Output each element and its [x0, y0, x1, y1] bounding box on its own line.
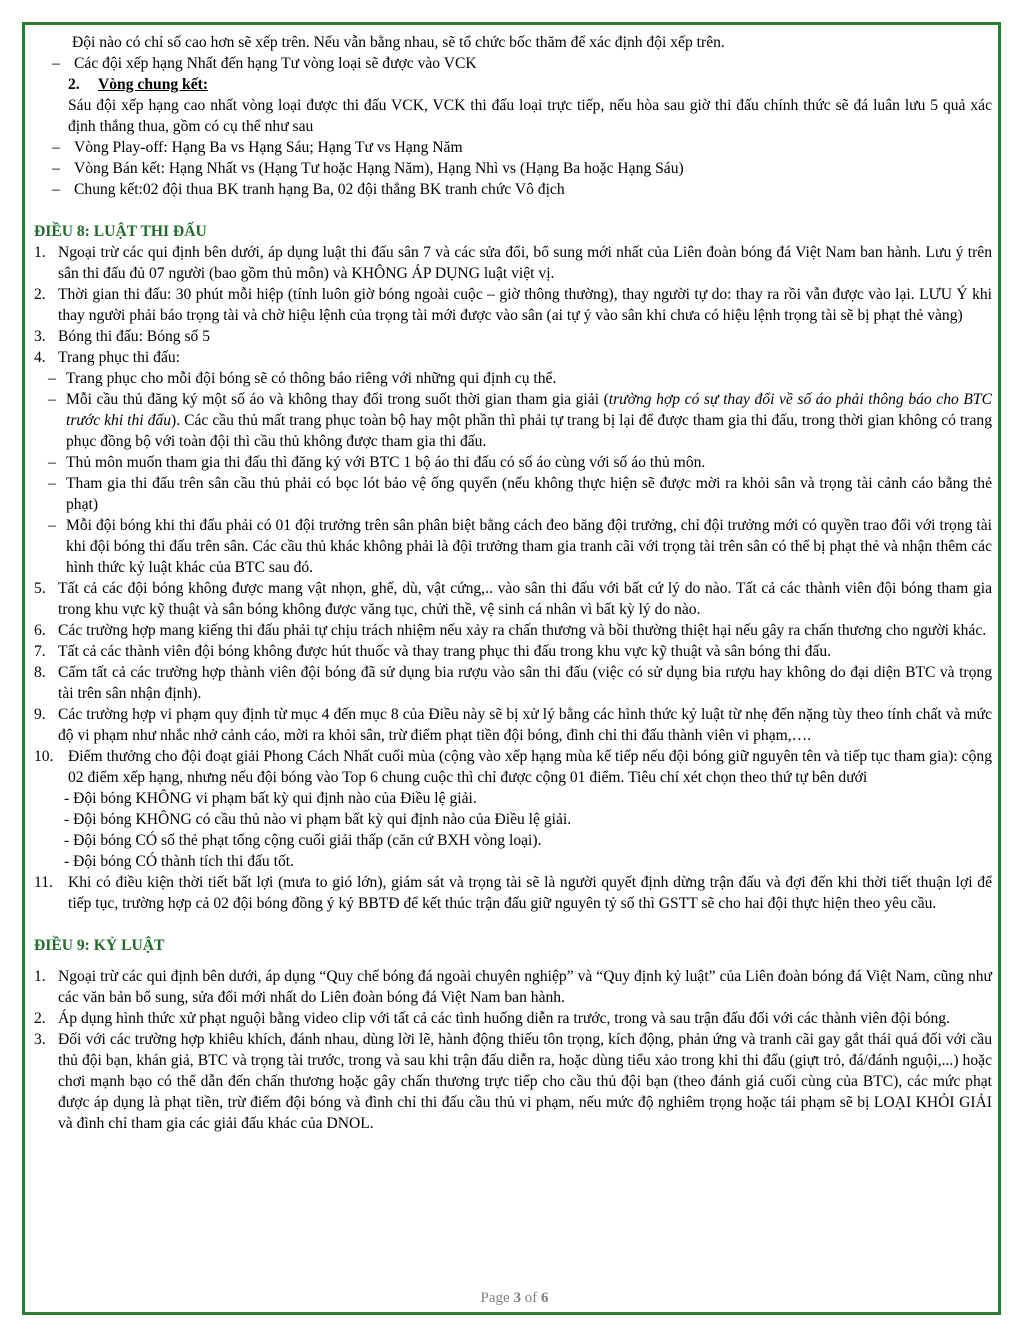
item-text: Các trường hợp mang kiếng thi đấu phải tự chịu trách nhiệm nếu xảy ra chấn thương và bồi thường thiệt hại nếu gây ra chấn thương cho người khác.: [58, 622, 987, 639]
uniform-sub-item: – Thủ môn muốn tham gia thi đấu thì đăng ký với BTC 1 bộ áo thi đấu có số áo cùng với số áo thủ môn.: [34, 452, 992, 473]
item-text: Các trường hợp vi phạm quy định từ mục 4 đến mục 8 của Điều này sẽ bị xử lý bằng các hình thức kỷ luật từ nhẹ đến nặng tùy theo tính chất và mức độ vi phạm như nhắc nhở cảnh cáo, mời ra khỏi sân, trừ điểm phạt tiền đội bóng, đình chỉ thi đấu thành viên vi phạm,….: [58, 706, 992, 744]
tiebreak-line: Đội nào có chỉ số cao hơn sẽ xếp trên. Nếu vẫn bằng nhau, sẽ tổ chức bốc thăm để xác định đội xếp trên.: [72, 34, 725, 51]
item-text: Ngoại trừ các qui định bên dưới, áp dụng luật thi đấu sân 7 và các sửa đổi, bổ sung mới nhất của Liên đoàn bóng đá Việt Nam ban hành. Lưu ý trên sân thi đấu đủ 07 người (bao gồm thủ môn) và KHÔNG ÁP DỤNG luật việt vị.: [58, 244, 992, 282]
item-text: Tất cả các thành viên đội bóng không được hút thuốc và thay trang phục thi đấu trong khu vực kỹ thuật và sân bóng thi đấu.: [58, 643, 832, 660]
final-round-title: Vòng chung kết:: [98, 76, 209, 93]
item-text: Bóng thi đấu: Bóng số 5: [58, 328, 211, 345]
item-text: Điểm thưởng cho đội đoạt giải Phong Cách Nhất cuối mùa (cộng vào xếp hạng mùa kế tiếp nếu đội bóng giữ nguyên tên và tiếp tục tham gia): cộng 02 điểm xếp hạng, nhưng nếu đội bóng vào Top 6 chung cuộc thì chỉ được cộng 01 điểm. Tiêu chí xét chọn theo thứ tự bên dưới: [68, 748, 992, 786]
rule-item-2: [34, 284, 992, 326]
item-number: 2.: [34, 1010, 46, 1027]
item-number: 1.: [34, 968, 46, 985]
page-number: 3: [513, 1290, 521, 1306]
document-body: [34, 32, 992, 1134]
qualify-line: – Các đội xếp hạng Nhất đến hạng Tư vòng loại sẽ được vào VCK: [34, 53, 992, 74]
item-number: 8.: [34, 664, 46, 681]
uniform-sub-item: – Trang phục cho mỗi đội bóng sẽ có thông báo riêng với những qui định cụ thể.: [34, 368, 992, 389]
sub-text-italic: trường hợp có sự thay đổi về số áo phải thông báo cho BTC trước khi thi đấu: [66, 391, 992, 429]
item-number: 3.: [34, 328, 46, 345]
criteria-item: - Đội bóng KHÔNG có cầu thủ nào vi phạm bất kỳ qui định nào của Điều lệ giải.: [64, 811, 572, 828]
item-number: 10.: [34, 748, 54, 765]
final-round-number: 2.: [68, 76, 80, 93]
item-number: 9.: [34, 706, 46, 723]
round-item: – Vòng Play-off: Hạng Ba vs Hạng Sáu; Hạng Tư vs Hạng Năm: [34, 137, 992, 158]
rule-item-1: [34, 242, 992, 284]
criteria-item: - Đội bóng CÓ thành tích thi đấu tốt.: [64, 853, 294, 870]
item-text: Khi có điều kiện thời tiết bất lợi (mưa to gió lớn), giám sát và trọng tài sẽ là người quyết định dừng trận đấu và đợi đến khi thời tiết thuận lợi để tiếp tục, trường hợp cả 02 đội bóng đồng ý ký BBTĐ để kết thúc trận đấu giữ nguyên tỷ số thì GSTT sẽ cho hai đội thực hiện theo yêu cầu.: [68, 874, 992, 912]
item-number: 5.: [34, 580, 46, 597]
rule-item-11: [34, 872, 992, 914]
uniform-sub-item: – Mỗi đội bóng khi thi đấu phải có 01 đội trưởng trên sân phân biệt bằng cách đeo băng đội trưởng, chỉ đội trưởng mới có quyền trao đổi với trọng tài khi đội bóng thi đấu trên sân. Các cầu thủ khác không phải là đội trưởng tham gia tranh cãi với trọng tài trên sân có thể bị phạt thẻ và nhận thêm các hình thức kỷ luật khác của BTC sau đó.: [34, 515, 992, 578]
final-round-heading: [34, 74, 992, 95]
uniform-sub-item: [34, 389, 992, 452]
item-number: 6.: [34, 622, 46, 639]
rule-item-6: [34, 620, 992, 641]
rule-item-4: [34, 347, 992, 368]
item-text: Tất cả các đội bóng không được mang vật nhọn, ghế, dù, vật cứng,.. vào sân thi đấu với bất cứ lý do nào. Tất cả các thành viên đội bóng tham gia trong khu vực kỹ thuật và sân bóng không được văng tục, chửi thề, vệ sinh cá nhân vì bất kỳ lý do nào.: [58, 580, 992, 618]
sub-text: Mỗi cầu thủ đăng ký một số áo và không thay đổi trong suốt thời gian tham gia giải (: [66, 391, 609, 408]
final-round-paragraph: Sáu đội xếp hạng cao nhất vòng loại được thi đấu VCK, VCK thi đấu loại trực tiếp, nếu hòa sau giờ thi đấu chính thức sẽ đá luân lưu 5 quả xác định thắng thua, gồm có cụ thể như sau: [68, 97, 992, 135]
item-text: Trang phục thi đấu:: [58, 349, 181, 366]
criteria-item: - Đội bóng KHÔNG vi phạm bất kỳ qui định nào của Điều lệ giải.: [64, 790, 477, 807]
of-word: of: [524, 1290, 538, 1306]
rule-item-7: [34, 641, 992, 662]
rule-item-9: [34, 704, 992, 746]
page-footer: [0, 1290, 1029, 1307]
round-item: – Vòng Bán kết: Hạng Nhất vs (Hạng Tư hoặc Hạng Năm), Hạng Nhì vs (Hạng Ba hoặc Hạng Sáu): [34, 158, 992, 179]
article-8-heading: ĐIỀU 8: LUẬT THI ĐẤU: [34, 223, 207, 240]
item-text: Ngoại trừ các qui định bên dưới, áp dụng “Quy chế bóng đá ngoài chuyên nghiệp” và “Quy định kỷ luật” của Liên đoàn bóng đá Việt Nam, cũng như các văn bản bổ sung, sửa đổi mới nhất do Liên đoàn bóng đá Việt Nam ban hành.: [58, 968, 992, 1006]
discipline-item-3: [34, 1029, 992, 1134]
page-word: Page: [480, 1290, 510, 1306]
item-number: 7.: [34, 643, 46, 660]
rule-item-8: [34, 662, 992, 704]
rule-item-5: [34, 578, 992, 620]
rule-item-3: [34, 326, 992, 347]
article-9-heading: ĐIỀU 9: KỶ LUẬT: [34, 937, 165, 954]
page-total: 6: [540, 1290, 549, 1306]
item-text: Đối với các trường hợp khiêu khích, đánh nhau, dùng lời lẽ, hành động thiếu tôn trọng, kích động, phản ứng và tranh cãi gay gắt thái quá đối với cầu thủ đội bạn, khán giả, BTC và trọng tài trước, trong và sau khi trận đấu diễn ra, hoặc dùng tiểu xảo trong khi thi đấu (giựt trỏ, đá/đánh nguội,...) hoặc chơi mạnh bạo có thể dẫn đến chấn thương hoặc gây chấn thương trực tiếp cho cầu thủ đội bạn (theo đánh giá cuối cùng của BTC), các mức phạt được áp dụng là phạt tiền, trừ điểm đội bóng và đình chỉ thi đấu cầu thủ vi phạm, nếu mức độ nghiêm trọng hoặc tái phạm sẽ bị LOẠI KHỎI GIẢI và đình chỉ tham gia các giải đấu khác của DNOL.: [58, 1031, 992, 1132]
item-number: 4.: [34, 349, 46, 366]
discipline-item-2: [34, 1008, 992, 1029]
rule-item-10: [34, 746, 992, 788]
item-number: 3.: [34, 1031, 46, 1048]
uniform-sub-item: – Tham gia thi đấu trên sân cầu thủ phải có bọc lót bảo vệ ống quyển (nếu không thực hiện sẽ được mời ra khỏi sân và trọng tài cảnh cáo bằng thẻ phạt): [34, 473, 992, 515]
discipline-item-1: [34, 966, 992, 1008]
criteria-item: - Đội bóng CÓ số thẻ phạt tổng cộng cuối giải thấp (căn cứ BXH vòng loại).: [64, 832, 542, 849]
item-number: 1.: [34, 244, 46, 261]
item-text: Thời gian thi đấu: 30 phút mỗi hiệp (tính luôn giờ bóng ngoài cuộc – giờ thông thường), thay người tự do: thay ra rồi vẫn được vào lại. LƯU Ý khi thay người phải báo trọng tài và chờ hiệu lệnh của trọng tài mới được vào sân (ai tự ý vào sân khi chưa có hiệu lệnh trọng tài sẽ bị phạt thẻ vàng): [58, 286, 992, 324]
item-number: 2.: [34, 286, 46, 303]
item-number: 11.: [34, 874, 53, 891]
round-item: – Chung kết:02 đội thua BK tranh hạng Ba, 02 đội thắng BK tranh chức Vô địch: [34, 179, 992, 200]
item-text: Cấm tất cả các trường hợp thành viên đội bóng đã sử dụng bia rượu vào sân thi đấu (việc có sử dụng bia rượu hay không do đại diện BTC và trọng tài trên sân nhận định).: [58, 664, 992, 702]
item-text: Áp dụng hình thức xử phạt nguội bằng video clip với tất cả các tình huống diễn ra trước, trong và sau trận đấu đối với các thành viên đội bóng.: [58, 1010, 950, 1027]
sub-text: ). Các cầu thủ mất trang phục toàn bộ hay một phần thì phải tự trang bị lại để được tham gia thi đấu, trong thời gian không có trang phục đồng bộ với toàn đội thì cầu thủ không được tham gia thi đấu.: [66, 412, 992, 450]
